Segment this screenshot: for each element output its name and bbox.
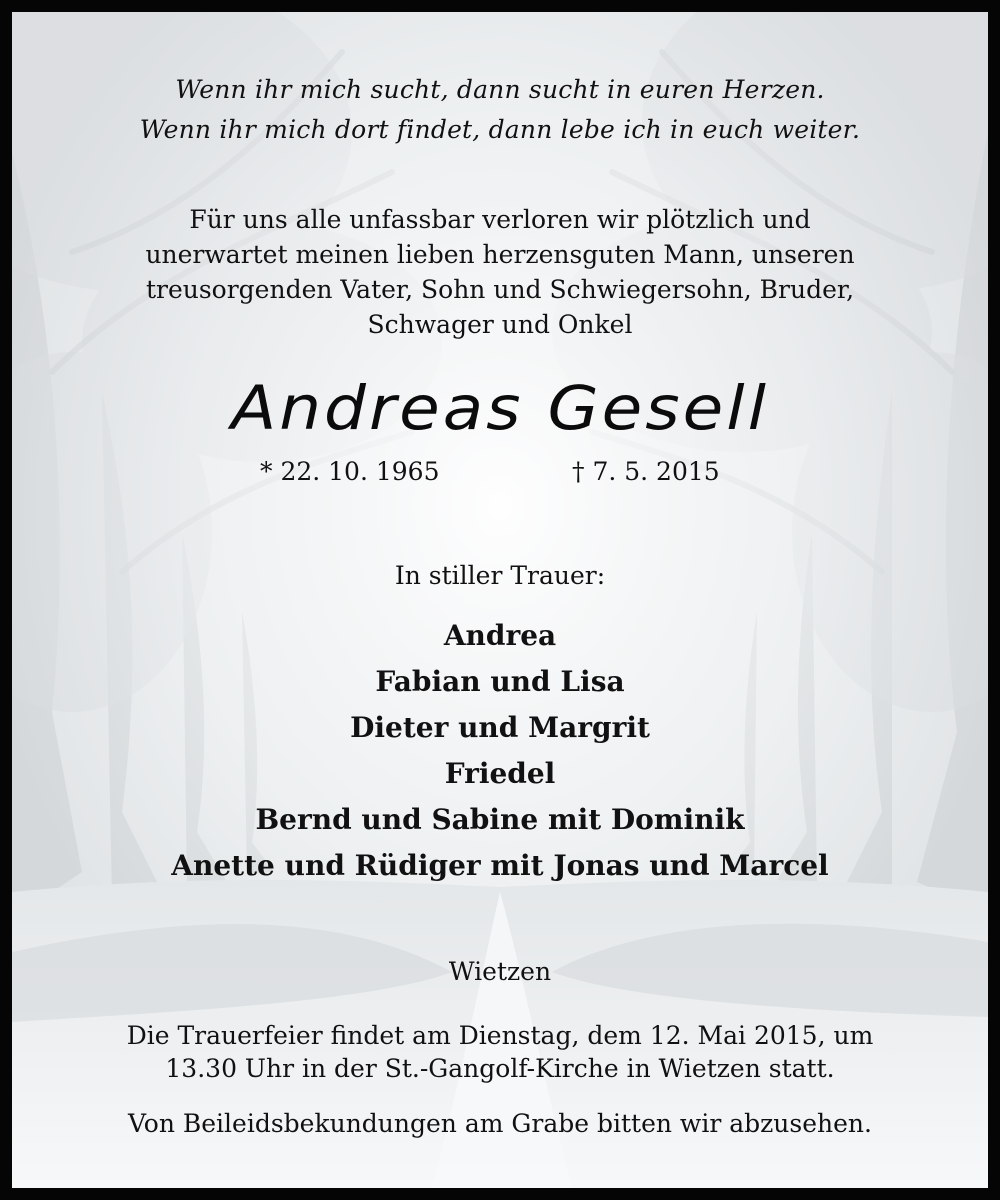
funeral-line: Die Trauerfeier findet am Dienstag, dem 12. Mai 2015, um — [126, 1021, 874, 1050]
condolence-note: Von Beileidsbekundungen am Grabe bitten wir abzusehen. — [128, 1109, 872, 1138]
mourner-entry: Andrea — [443, 619, 557, 652]
mourner-entry: Fabian und Lisa — [375, 665, 625, 698]
mourner-entry: Dieter und Margrit — [350, 711, 650, 744]
intro-line: unerwartet meinen lieben herzensguten Mann, unseren — [145, 240, 855, 269]
mourning-label: In stiller Trauer: — [394, 561, 606, 590]
death-date: † 7. 5. 2015 — [572, 457, 720, 486]
intro-line: Schwager und Onkel — [367, 310, 633, 339]
mourner-entry: Friedel — [444, 757, 556, 790]
intro-line: Für uns alle unfassbar verloren wir plötzlich und — [189, 205, 811, 234]
motto-line: Wenn ihr mich sucht, dann sucht in euren Herzen. — [175, 75, 825, 104]
deceased-name: Andreas Gesell — [231, 373, 769, 444]
place-name: Wietzen — [448, 957, 552, 986]
motto-line: Wenn ihr mich dort findet, dann lebe ich in euch weiter. — [139, 115, 861, 144]
intro-text — [72, 202, 928, 342]
intro-line: treusorgenden Vater, Sohn und Schwiegersohn, Bruder, — [145, 275, 855, 304]
mourner-entry: Bernd und Sabine mit Dominik — [255, 803, 745, 836]
motto-quote — [52, 70, 948, 150]
birth-date: * 22. 10. 1965 — [260, 457, 440, 486]
funeral-line: 13.30 Uhr in der St.-Gangolf-Kirche in Wietzen statt. — [165, 1054, 835, 1083]
life-dates — [12, 452, 988, 492]
notice-content — [12, 12, 988, 1188]
mourners-list — [52, 613, 948, 889]
funeral-info — [52, 1019, 948, 1085]
mourner-entry: Anette und Rüdiger mit Jonas und Marcel — [171, 849, 829, 882]
